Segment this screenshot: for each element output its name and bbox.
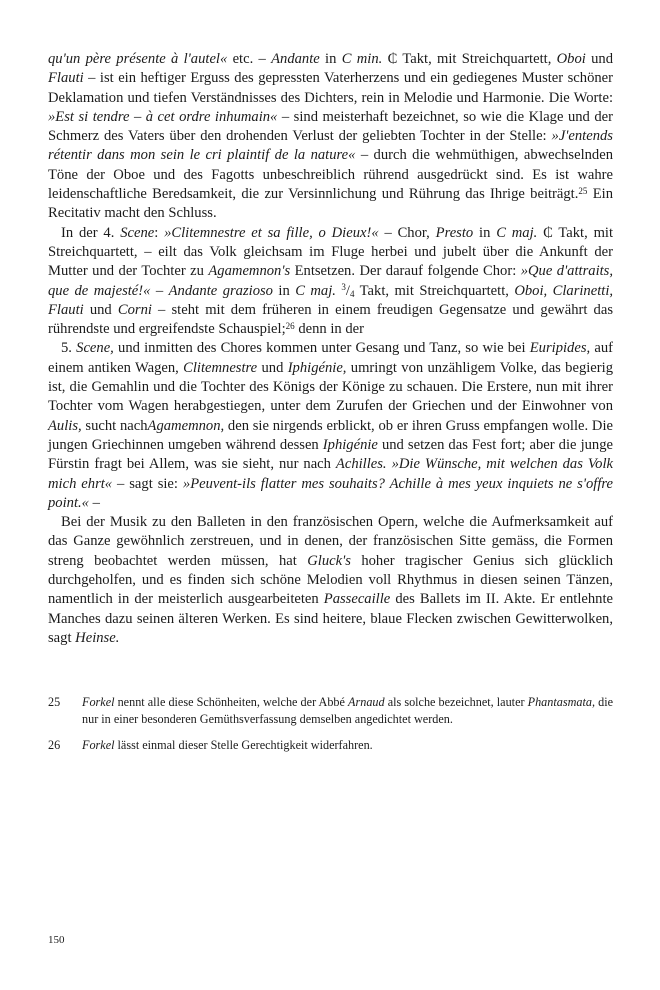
paragraph-scene-5: 5. Scene, und inmitten des Chores kommen unter Gesang und Tanz, so wie bei Euripides, auf einem antiken Wagen, Clitemnestre und Iphigénie, umringt von unzähligem Volke, das begierig ist, die Gemahlin und die Tochter des Königs der Könige zu schauen. Die Erstere, nun mit ihrer Tochter vom Wagen herabgestiegen, unter dem Zurufen der Griechen und der Einwohner von Aulis, sucht nachAgamemnon, den sie nirgends erblickt, ob er ihren Gruss empfangen wolle. Die jungen Griechinnen umgeben während dessen Iphigénie und setzen das Fest fort; aber die junge Fürstin fragt bei Allem, was sie sieht, nur nach Achilles. »Die Wünsche, mit welchen das Volk mich ehrt« – sagt sie: »Peuvent-ils flatter mes souhaits? Achille à mes yeux inquiets ne s'offre point.« –	[48, 340, 614, 511]
footnotes-section	[48, 694, 613, 753]
footnote-number: 25	[48, 695, 61, 710]
footnote-26	[48, 737, 613, 754]
paragraph-continuation: qu'un père présente à l'autel« etc. – Andante in C min. ₵ Takt, mit Streichquartett, Oboi und Flauti – ist ein heftiger Erguss des gepressten Vaterherzens und ein gediegenes Muster schöner Deklamation und tiefen Verständnisses des Dichters, rein in Melodie und Harmonie. Die Worte: »Est si tendre – à cet ordre inhumain« – sind meisterhaft bezeichnet, so wie die Klage und der Schmerz des Vaters über den drohenden Verlust der geliebten Tochter in der Stelle: »J'entends rétentir dans mon sein le cri plaintif de la nature« – durch die wehmüthigen, abwechselnden Töne der Oboe und des Fagotts unbeschreiblich rührend ausgedrückt sind. Es ist wahre leidenschaftliche Beredsamkeit, die zur Versinnlichung und Rührung das Ihrige beiträgt.$^{25}$ Ein Recitativ macht den Schluss.	[48, 51, 614, 222]
paragraph-ballet-music: Bei der Musik zu den Balleten in den französischen Opern, welche die Aufmerksamkeit auf das Ganze gewöhnlich zerstreuen, und in denen, der französischen Sitte gemäss, die Formen streng beobachtet werden müssen, hat Gluck's hoher tragischer Genius sich glücklich durchgeholfen, und es finden sich schöne Melodien voll Rhythmus in diesen seinen Tänzen, namentlich in der meisterlich ausgearbeiteten Passecaille des Ballets im II. Akte. Er entlehnte Manches dazu seinen älteren Werken. Es sind heitere, blaue Flecken zwischen Gewitterwolken, sagt Heinse.	[48, 514, 613, 646]
footnote-number: 26	[48, 737, 61, 752]
page-number: 150	[48, 934, 65, 946]
paragraph-scene-4: In der 4. Scene: »Clitemnestre et sa fille, o Dieux!« – Chor, Presto in C maj. ₵ Takt, mit Streichquartett, – eilt das Volk gleichsam im Fluge herbei und jubelt über die Ankunft der Mutter und der Tochter zu Agamemnon's Entsetzen. Der darauf folgende Chor: »Que d'attraits, que de majesté!« – Andante grazioso in C maj. $^3/_4$ Takt, mit Streichquartett, Oboi, Clarinetti, Flauti und Corni – steht mit dem früheren in einem freudigen Gegensatze und gewährt das rührendste und ergreifendste Schauspiel;$^{26}$ denn in der	[48, 224, 614, 338]
footnote-text: Forkel lässt einmal dieser Stelle Gerechtigkeit widerfahren.	[82, 737, 373, 752]
body-text	[48, 50, 613, 648]
footnote-25	[48, 694, 613, 728]
footnote-text: Forkel nennt alle diese Schönheiten, welche der Abbé Arnaud als solche bezeichnet, lauter Phantasmata, die nur in einer besonderen Gemüthsverfassung demselben angedichtet werden.	[82, 695, 613, 726]
